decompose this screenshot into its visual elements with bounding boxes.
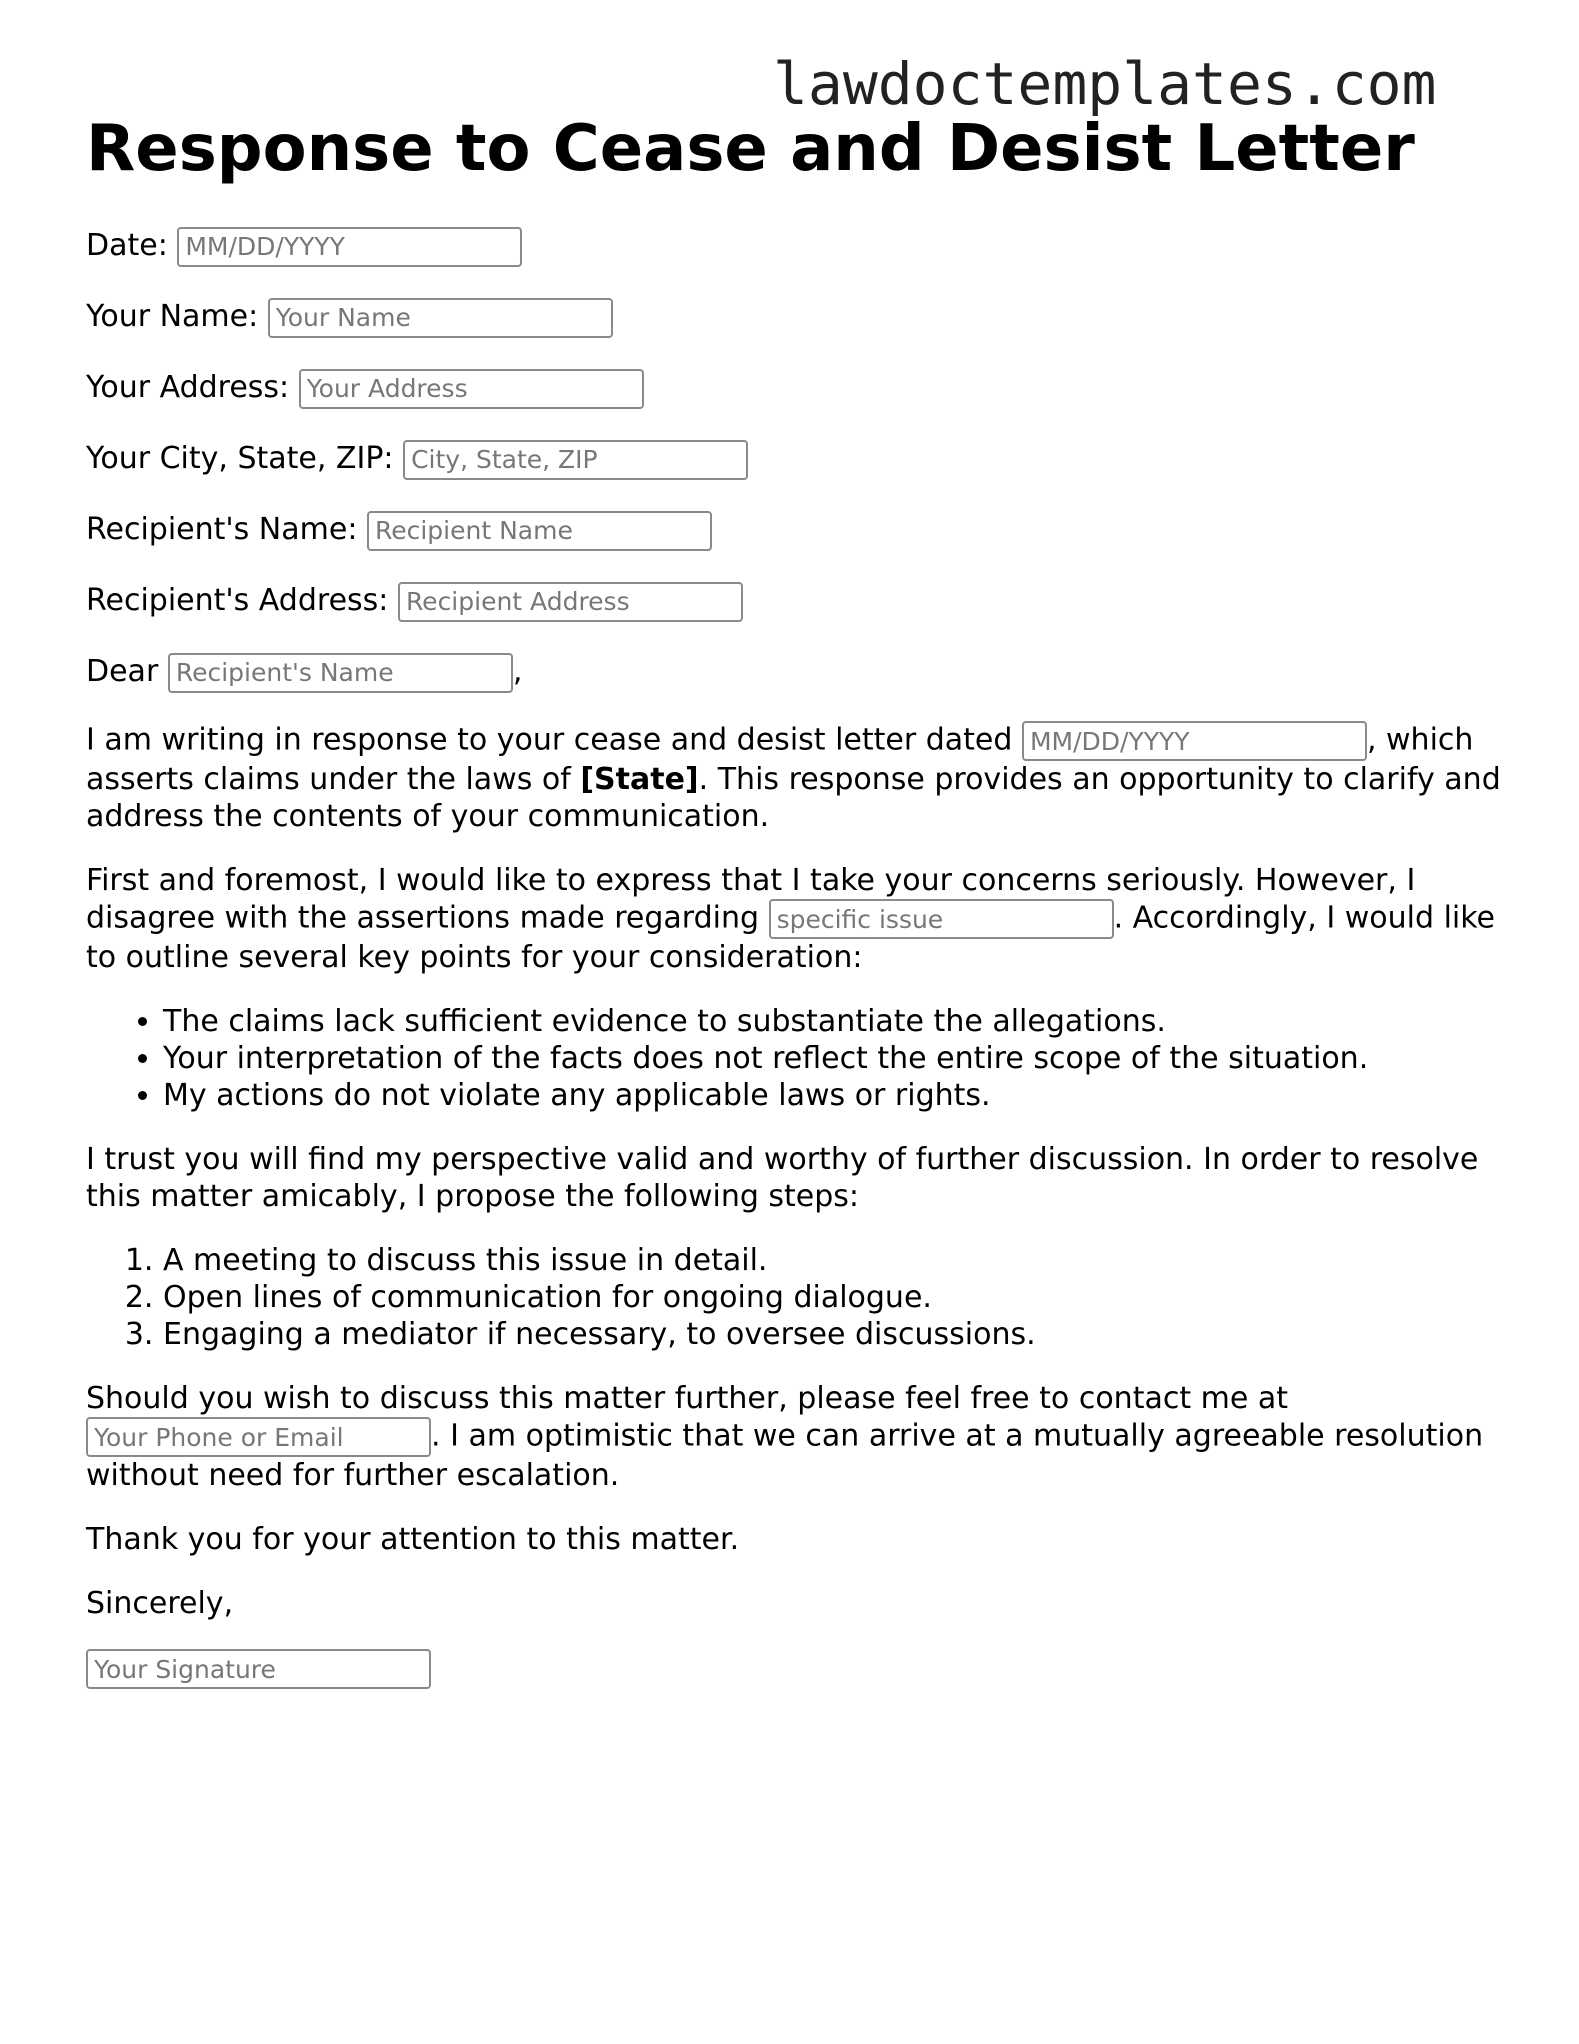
greeting-suffix: , [512, 654, 523, 689]
greeting-prefix: Dear [86, 654, 159, 689]
list-item: 3. Engaging a mediator if necessary, to oversee discussions. [163, 1316, 1506, 1353]
proposed-steps-list [86, 1242, 1506, 1353]
your-address-label: Your Address: [86, 370, 290, 405]
list-item: • My actions do not violate any applicable laws or rights. [163, 1077, 1506, 1114]
state-placeholder-text: [State] [580, 762, 699, 797]
list-item: • Your interpretation of the facts does not reflect the entire scope of the situation. [163, 1040, 1506, 1077]
disagreement-paragraph [86, 862, 1506, 976]
signature-input[interactable] [86, 1649, 431, 1689]
intro-text-b: , which asserts claims under the laws of [86, 722, 1474, 797]
contact-text-b: . I am optimistic that we can arrive at a mutually agreeable resolution without need for further escalation. [86, 1418, 1484, 1493]
proposal-paragraph: I trust you will find my perspective valid and worthy of further discussion. In order to resolve this matter amicably, I propose the following steps: [86, 1142, 1479, 1214]
thanks-paragraph: Thank you for your attention to this matter. [86, 1522, 740, 1557]
date-row [86, 224, 1506, 268]
greeting-row [86, 650, 1506, 694]
contact-paragraph [86, 1380, 1506, 1494]
intro-text-a: I am writing in response to your cease and desist letter dated [86, 722, 1022, 758]
list-item: 1. A meeting to discuss this issue in detail. [163, 1242, 1506, 1279]
disagreement-text-b: . Accordingly, I would like to outline several key points for your consideration: [86, 900, 1496, 975]
intro-paragraph [86, 721, 1506, 835]
contact-input[interactable] [86, 1417, 431, 1457]
letter-date-input[interactable] [1022, 721, 1367, 761]
recipient-address-row [86, 579, 1506, 623]
date-label: Date: [86, 228, 168, 263]
site-watermark: lawdoctemplates.com [773, 50, 1437, 118]
date-input[interactable] [177, 227, 522, 267]
your-name-row [86, 295, 1506, 339]
list-item: • The claims lack sufficient evidence to substantiate the allegations. [163, 1003, 1506, 1040]
recipient-address-input[interactable] [398, 582, 743, 622]
city-state-zip-row [86, 437, 1506, 481]
recipient-name-row [86, 508, 1506, 552]
your-name-input[interactable] [268, 298, 613, 338]
letter-document [86, 108, 1506, 1689]
intro-text-c: . This response provides an opportunity to clarify and address the contents of your communication. [86, 762, 1501, 834]
page-title: Response to Cease and Desist Letter [86, 112, 1415, 186]
recipient-name-label: Recipient's Name: [86, 512, 358, 547]
disagreement-text-a: First and foremost, I would like to express that I take your concerns seriously. However, I disagree with the assertions made regarding [86, 863, 1416, 936]
specific-issue-input[interactable] [769, 899, 1114, 939]
closing-text: Sincerely, [86, 1586, 234, 1621]
city-state-zip-input[interactable] [403, 440, 748, 480]
key-points-list [86, 1003, 1506, 1114]
header-fields [86, 224, 1506, 694]
recipient-address-label: Recipient's Address: [86, 583, 389, 618]
recipient-name-input[interactable] [367, 511, 712, 551]
contact-text-a: Should you wish to discuss this matter further, please feel free to contact me at [86, 1381, 1288, 1416]
city-state-zip-label: Your City, State, ZIP: [86, 441, 394, 476]
greeting-recipient-input[interactable] [168, 653, 513, 693]
list-item: 2. Open lines of communication for ongoing dialogue. [163, 1279, 1506, 1316]
your-address-input[interactable] [299, 369, 644, 409]
your-name-label: Your Name: [86, 299, 259, 334]
your-address-row [86, 366, 1506, 410]
signature-block [86, 1649, 1506, 1689]
